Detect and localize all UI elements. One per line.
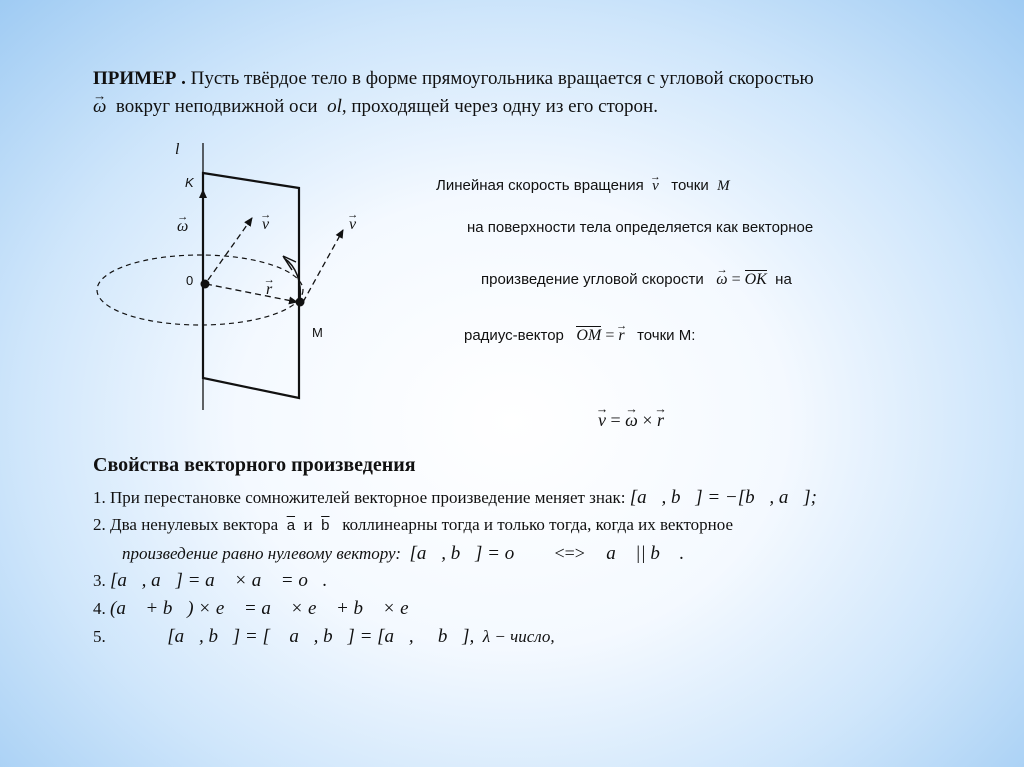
label-k: K (185, 175, 194, 190)
point-m (296, 298, 305, 307)
vector-a: $\overline{a}$ (286, 517, 296, 534)
vector-b: $\overline{b}$ (321, 517, 330, 534)
v-symbol: → v (652, 178, 659, 195)
label-v-inner: → v (262, 216, 269, 234)
cross-product-formula: → v = → ω × → r (598, 410, 664, 431)
label-m: М (312, 325, 323, 340)
property-3: 3. [a⃗, a⃗] = a⃗ × a⃗ = o⃗. (93, 570, 328, 591)
label-o: 0 (186, 273, 194, 288)
label-v-outer: → v (349, 216, 356, 234)
explanation-line-3: произведение угловой скорости → ω = OK на (481, 270, 792, 289)
rectangle-body (203, 173, 299, 398)
property-4: 4. (a⃗ + b⃗) × e⃗ = a⃗ × e⃗ + b⃗ × e⃗ (93, 598, 424, 619)
explanation-line-4: радиус-вектор OM = → r точки М: (464, 326, 695, 345)
label-omega: → ω (177, 218, 188, 236)
example-label: ПРИМЕР . (93, 68, 186, 89)
velocity-inner-arrow (208, 218, 252, 280)
explanation-line-2: на поверхности тела определяется как векторное (467, 219, 814, 236)
explanation-line-1: Линейная скорость вращения → v точки M (436, 177, 730, 195)
property-2-line-2: произведение равно нулевому вектору: [a⃗, b⃗] = o⃗ <=> a⃗ || b⃗ . (122, 543, 685, 564)
properties-heading: Свойства векторного произведения (93, 454, 416, 476)
property-5: 5. ⋏[a⃗, b⃗] = [⋏ a⃗, b⃗] = [a⃗, ⋏ b⃗], λ − число, (93, 626, 555, 647)
omega-symbol: → ω (93, 96, 106, 118)
intro-text-1: Пусть твёрдое тело в форме прямоугольника вращается с угловой скоростью (190, 68, 814, 89)
property-2: 2. Два ненулевых вектора $\overline{a}$ и $\overline{b}$ коллинеарны тогда и только тогда, когда их векторное (93, 515, 734, 534)
axis-symbol: ol (327, 96, 342, 117)
property-1: 1. При перестановке сомножителей векторное произведение меняет знак: [a⃗, b⃗] = −[b⃗, a⃗]; (93, 487, 817, 508)
label-r: → r (266, 281, 272, 299)
radius-vector-arrow (206, 284, 297, 302)
property-1-math: [a⃗, b⃗] = −[b⃗, a⃗]; (629, 487, 817, 508)
velocity-outer-arrow (303, 230, 343, 302)
label-l: l (175, 141, 180, 158)
m-symbol: M (717, 178, 730, 194)
intro-text-2a: вокруг неподвижной оси (115, 96, 318, 117)
intro-text-2b: , проходящей через одну из его сторон. (341, 96, 658, 117)
point-o (201, 280, 210, 289)
